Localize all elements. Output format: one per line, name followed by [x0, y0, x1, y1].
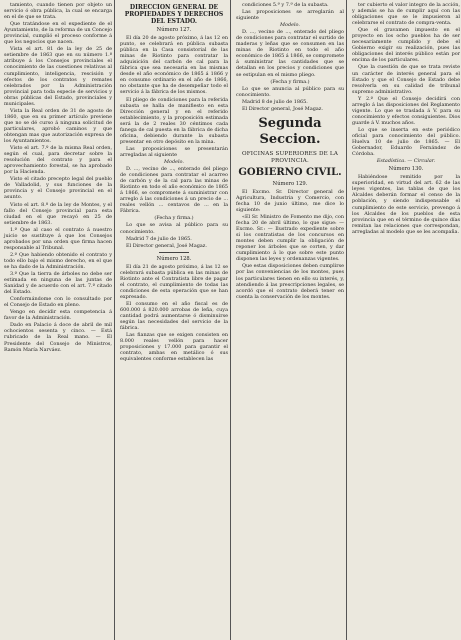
column-3 — [234, 2, 346, 638]
signature: El Director general, José Magaz. — [126, 242, 207, 249]
paragraph: «El Sr. Ministro de Fomento me dijo, con fecha 20 de abril último, lo que sigue: — Excmo. Sr.: — Ilustrado expediente sobre si los contratistas de los concursos en montes deben cumplir la obligación de reponer los árboles que se corten, y dar cumplimiento á lo que sobre este punto disponen las leyes y ordenanzas vigentes. — [236, 214, 344, 263]
paragraph: Las fianzas que se exigen consisten en 8.000 reales vellón para hacer proposiciones y 17.000 para garantir el contrato, ambas en metálico ó sus equivalentes conforme establecen las — [120, 332, 228, 363]
paragraph: D. ..., vecino de ..., enterado del pliego de condiciones para contratar el surtido de maderas y leñas que se consumen en las minas de Riotinto en todo el año económico de 1865 á 1866, se compromete á suministrar las cantidades que se detallan en los precios y condiciones que se estipulan en el mismo pliego. — [236, 29, 344, 78]
paragraph: Lo que se avisa al público para su conocimiento. — [120, 222, 228, 235]
section-subtitle: OFICINAS SUPERIORES DE LA PROVINCIA. — [241, 150, 339, 164]
paragraph: 3.º Que la tierra de árboles no debe ser estimada en ninguna de las juntas de Sanidad y de acuerdo con el art. 7.º citado del Estado. — [4, 271, 112, 296]
paragraph: El día 21 de agosto próximo, á las 12 se celebrará subasta pública en las minas de Riotinto ante el Contratista libre de pagar el contrato, el cumplimiento de todas las condiciones de esta operación que se han expresado. — [120, 263, 228, 300]
paragraph: Dado en Palacio á doce de abril de mil ochocientos sesenta y cinco. — Está rubricado de la Real mano. — El Presidente del Consejo de Ministros, Ramón María Narváez. — [4, 322, 112, 353]
paragraph: El día 20 de agosto próximo, á las 12 en punto, se celebrará en pública subasta pública en la Casa consistorial de las minas de Riotinto para contratar la adquisición del carbón de cal para la fábrica que sea necesaria en las mismas desde el año económico de 1865 á 1866 y en consumo ordinario en el año de 1866, no obstante que ha de desempeñar todo el servicio á la fábrica de los mismos. — [120, 35, 228, 96]
section-heading: DIRECCION GENERAL DE PROPIEDADES Y DERECHOS DEL ESTADO. — [124, 4, 224, 25]
paragraph: Y 2.º Que el Consejo decidirá con arreglo á las disposiciones del Reglamento vigente. Lo que se traslada á V. para su conocimiento y efectos consiguientes. Dios guarde á V. muchos años. — [352, 95, 460, 126]
paragraph: Visto el art. 8.º de la ley de Montes, y el fallo del Consejo provincial para esta ciudad en el que recayó en 25 de setiembre de 1863. — [4, 201, 112, 226]
paragraph: 2.º Que habiendo obtenido el contrato y todo ello bajo el mismo derecho, en el que se ha dado de la Administración. — [4, 251, 112, 270]
paragraph: Lo que se anuncia al público para su conocimiento. — [236, 85, 344, 98]
paragraph: El consumo en el año fiscal es de 600.000 á 820.000 arrobas de leña, cuya cantidad podrá aumentarse ó disminuirse según las necesidades del servicio de la fábrica. — [120, 300, 228, 332]
paragraph: tamiento, cuando tienen por objeto un servicio ó obra pública, la cual se encarga en el de que se trata. — [4, 2, 112, 21]
paragraph: Vista el art. 81 de la ley de 25 de setiembre de 1863 que en su número 1.º atribuye á los Consejos provinciales el conocimiento de las cuestiones relativas al cumplimiento, inteligencia, rescisión y efectos de los contratos y remates celebrados por la Administración provincial para toda especie de servicios y obras públicas del Estado, provinciales y municipales. — [4, 46, 112, 107]
paragraph: Las proposiciones se arreglarán al siguiente — [236, 9, 344, 22]
paragraph: Conformándome con lo consultado por el Consejo de Estado en pleno. — [4, 296, 112, 309]
paragraph: Que tratándose en el expediente de el Ayuntamiento, de la reforma de un Concejo provincial, cumplió el proceso conforme á que los negocios que nacen. — [4, 21, 112, 46]
paragraph: Las proposiciones se presentarán arregladas al siguiente — [120, 145, 228, 158]
subsection-heading: Estadística. — Circular. — [376, 158, 436, 165]
column-4 — [350, 2, 461, 638]
paragraph: Visto el citado precepto legal del pueblo de Valladolid, y sus funciones de la provincia y el Consejo provincial en el asunto. — [4, 176, 112, 201]
signature: El Director general, José Magaz. — [242, 105, 323, 112]
column-divider — [114, 0, 115, 640]
paragraph: Vengo en decidir esta competencia á favor de la Administración. — [4, 309, 112, 322]
column-1 — [2, 2, 114, 638]
paragraph: Visto el art. 7.º de la misma Real orden, según el cual, para decretar sobre la resolución del contrato y para el aprovechamiento forestal, se ha aprobado por la Hacienda. — [4, 145, 112, 176]
column-2 — [118, 2, 230, 638]
paragraph: Habiéndose remitido por la superioridad, en virtud del art. 62 de las leyes vigentes, las tablas de que los Alcaldes deberán formar el censo de la población, y siendo indispensable el cumplimiento de este servicio, prevengo á los Alcaldes de los pueblos de esta provincia que en el término de quince días remitan las relaciones que correspondan, arregladas al modelo que se les acompaña. — [352, 174, 460, 235]
notice-number: Número 129. — [272, 180, 308, 187]
paragraph: ter cubierto el valor integro de la acción, y además se ha de cumplir aquí con las obligaciones que se le impusieron al celebrarse el contrato de compra-venta. — [352, 2, 460, 27]
paragraph: D. ..., vecino de ..., enterado del pliego de condiciones para contratar el acarreo de carbón y de la cal para las minas de Riotinto en todo el año económico de 1865 á 1866, se compromete á suministrar con arreglo á las condiciones á un precio de ... reales vellón ... centavos de ... en la Fábrica. — [120, 166, 228, 215]
paragraph: Que estas disposiciones deben cumplirse por las conveniencias de los montes, pues los particulares tienen en ello su interés, y, atendiendo á las prescripciones legales, se acordó que el contrato deberá tener en cuenta la conservación de los montes. — [236, 263, 344, 300]
paragraph: El Excmo. Sr. Director general de Agricultura, Industria y Comercio, con fecha 10 de junio último, me dice lo siguiente: — [236, 188, 344, 213]
modelo-heading: Modelo. — [280, 22, 300, 29]
paragraph: Que el gravamen impuesto en el proyecto en los ocho pueblos ha de ser necesariamente cumplido y debe el Gobierno exigir su realización, pues las obligaciones del interés público están por encima de los particulares. — [352, 27, 460, 64]
notice-number: Número 128. — [156, 255, 192, 262]
notice-number: Número 127. — [156, 27, 192, 33]
paragraph: Que la cuestión de que se trata reviste un carácter de interés general para el Estado y que el Consejo de Estado debe resolverla en su calidad de tribunal supremo administrativo. — [352, 64, 460, 95]
signature-line: (Fecha y firma.) — [270, 78, 310, 85]
government-title: GOBIERNO CIVIL. — [238, 166, 342, 178]
signature-line: (Fecha y firma.) — [154, 215, 194, 222]
paragraph: 1.º Que al caso el contrato á nuestro juicio se sustituye á que los Consejos aprobados por una orden que firma hacen responsable al Tribunal. — [4, 226, 112, 251]
paragraph: condiciones 5.ª y 7.ª de la subasta. — [242, 2, 329, 8]
notice-number: Número 130. — [388, 166, 424, 173]
separator — [159, 252, 189, 253]
paragraph: El pliego de condiciones para la referida subasta se halla de manifiesto en esta Dirección general y en el referido establecimiento, y la proposición estimada será la de 2 reales 30 céntimos cada fanega de cal puesta en la fábrica de dicha oficina, debiendo durante la subasta presentar en otro depósito en la mina. — [120, 96, 228, 145]
column-divider — [346, 0, 347, 640]
section-title: Segunda Seccion. — [258, 115, 322, 147]
date-line: Madrid 8 de julio de 1865. — [242, 98, 308, 105]
paragraph: Vista la Real orden de 31 de agosto de 1860, que en su primer artículo previene que no se dé curso á ninguna solicitud de particulares, aprobó caminos y que obtengan mas que autorización expresa de los Ayuntamientos. — [4, 107, 112, 145]
modelo-heading: Modelo. — [164, 158, 184, 165]
column-divider — [230, 0, 231, 640]
paragraph: Lo que se inserta en este periódico oficial para conocimiento del público. Huelva 10 de julio de 1865. — El Gobernador, Eduardo Fernández de Córdoba. — [352, 126, 460, 158]
date-line: Madrid 7 de julio de 1865. — [126, 235, 192, 242]
